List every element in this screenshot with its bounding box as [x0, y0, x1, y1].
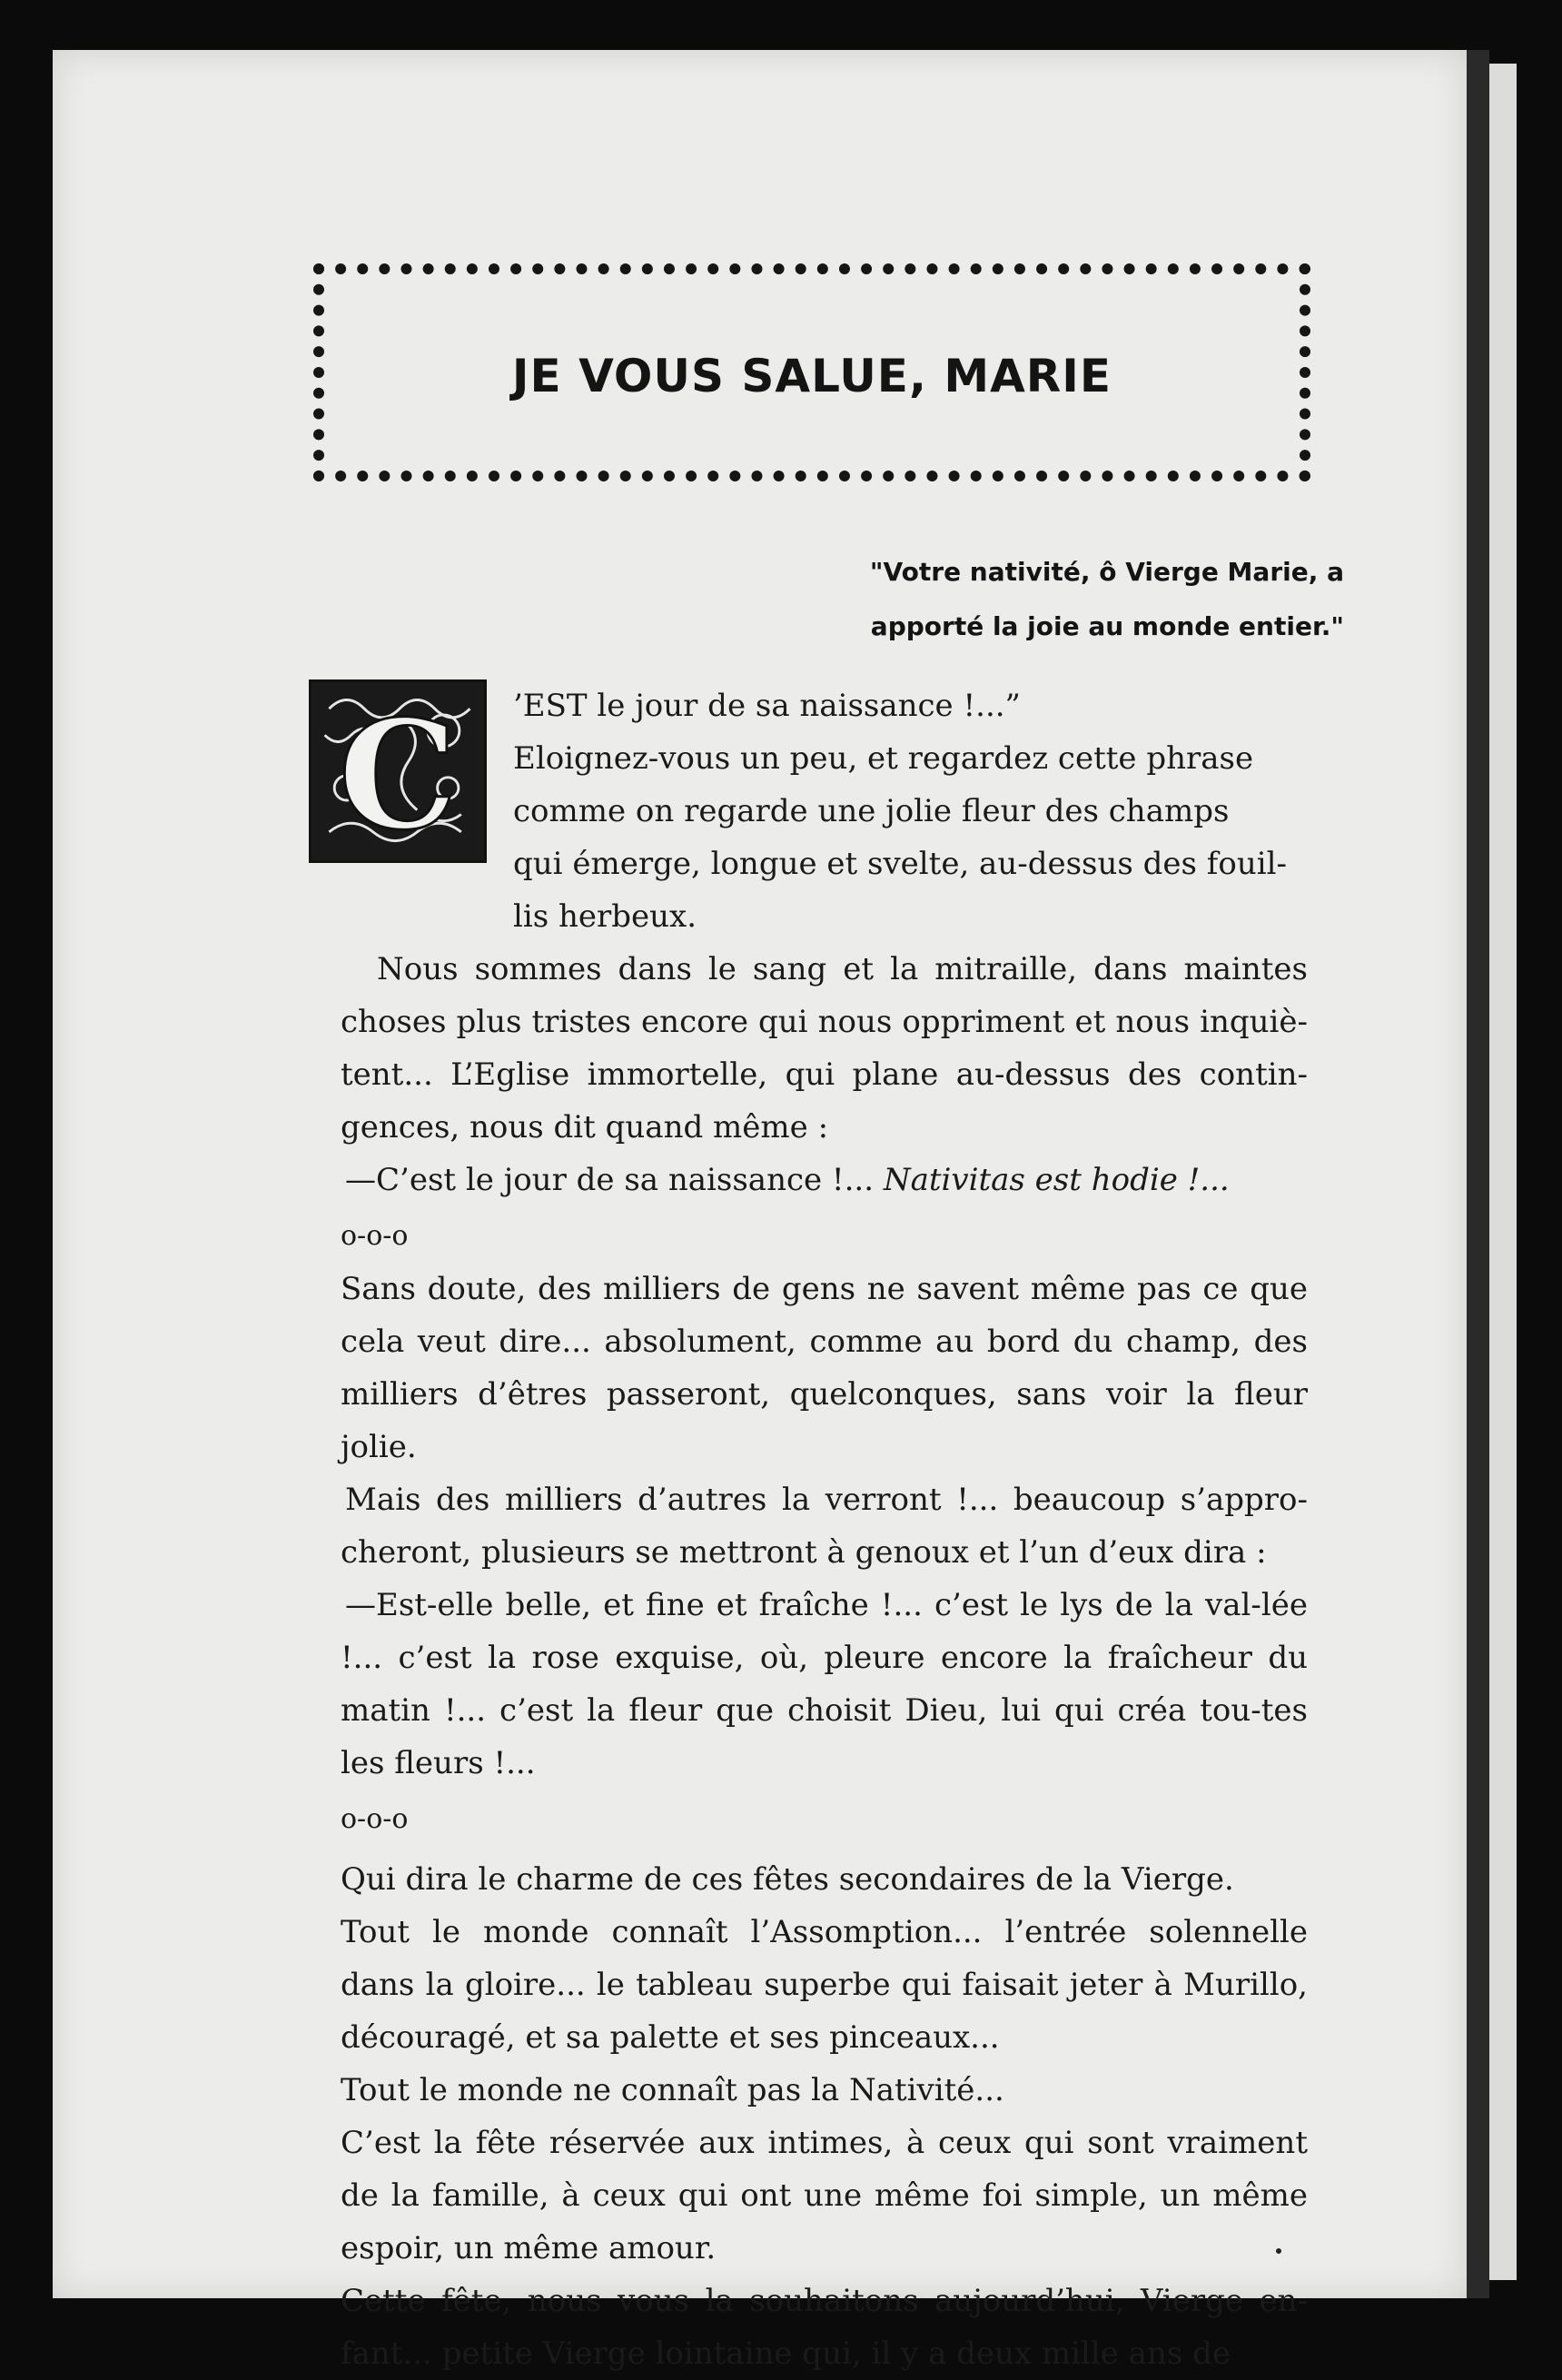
paragraph-1-line-4: qui émerge, longue et svelte, au-dessus des fouil- [513, 846, 1287, 882]
paragraph-1-line-5: lis herbeux. [513, 898, 697, 935]
facing-page-edge [1489, 64, 1517, 2280]
paragraph-10: C’est la fête réservée aux intimes, à ceux qui sont vraiment de la famille, à ceux qui ont une même foi simple, un même espoir, un même amour. [341, 2125, 1308, 2266]
paragraph-9: Tout le monde ne connaît pas la Nativité... [341, 2072, 1004, 2108]
paragraph-1-line-2: Eloignez-vous un peu, et regardez cette phrase [513, 740, 1254, 777]
epigraph [781, 545, 1344, 654]
paragraph-3 [341, 1154, 1308, 1206]
paragraph-3-text: —C’est le jour de sa naissance !... [345, 1162, 884, 1198]
paragraph-8: Tout le monde connaît l’Assomption... l’entrée solennelle dans la gloire... le tableau superbe qui faisait jeter à Murillo, découragé, et sa palette et ses pinceaux... [341, 1914, 1308, 2056]
paragraph-11: Cette fête, nous vous la souhaitons aujourd’hui, Vierge en-fant... petite Vierge lointaine qui, il y a deux mille ans de [341, 2283, 1308, 2372]
epigraph-line-1: "Votre nativité, ô Vierge Marie, a [869, 557, 1344, 587]
page-title: JE VOUS SALUE, MARIE [511, 350, 1112, 402]
page-speck [1276, 2248, 1281, 2254]
paragraph-1-line-3: comme on regarde une jolie fleur des champs [513, 793, 1230, 829]
article-body [341, 679, 1308, 2380]
book-gutter [1467, 50, 1489, 2298]
paragraph-6: —Est-elle belle, et fine et fraîche !... c’est le lys de la val-lée !... c’est la rose exquise, où, pleure encore la fraîcheur du matin !... c’est la fleur que choisit Dieu, lui qui créa tou-tes les fleurs !... [341, 1587, 1308, 1781]
paragraph-3-latin: Nativitas est hodie !... [883, 1162, 1230, 1198]
paragraph-5: Mais des milliers d’autres la verront !... beaucoup s’appro-cheront, plusieurs se mettront à genoux et l’un d’eux dira : [341, 1482, 1308, 1571]
section-separator-1: o-o-o [341, 1220, 409, 1252]
section-separator-2: o-o-o [341, 1803, 409, 1835]
epigraph-line-2: apporté la joie au monde entier." [870, 611, 1344, 641]
paragraph-2: Nous sommes dans le sang et la mitraille, dans maintes choses plus tristes encore qui nous oppriment et nous inquiè-tent... L’Eglise immortelle, qui plane au-dessus des contin-gences, nous dit quand même : [341, 951, 1308, 1145]
paragraph-7: Qui dira le charme de ces fêtes secondaires de la Vierge. [341, 1861, 1234, 1898]
dropcap-letter: C [338, 687, 458, 860]
paragraph-1-line-1: ’EST le jour de sa naissance !...” [513, 688, 1021, 724]
paragraph-4: Sans doute, des milliers de gens ne savent même pas ce que cela veut dire... absolument, comme au bord du champ, des milliers d’êtres passeront, quelconques, sans voir la fleur jolie. [341, 1271, 1308, 1465]
